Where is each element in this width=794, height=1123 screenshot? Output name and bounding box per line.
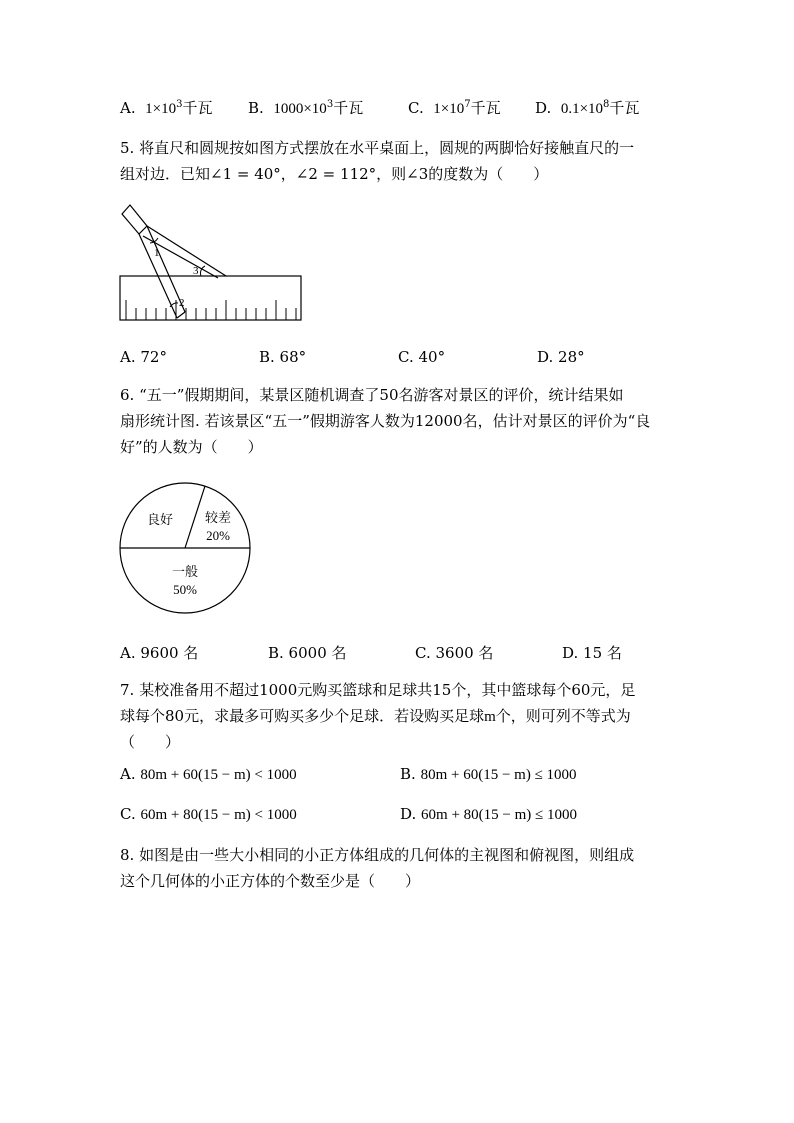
q7-text-part-a: 球每个80元，求最多可购买多少个足球．若设购买足球 <box>120 707 485 725</box>
option-letter: A. <box>120 765 136 783</box>
option-letter: D. <box>535 99 552 117</box>
option-letter: C. <box>408 99 424 117</box>
option-coefficient: 1×10 <box>433 101 465 117</box>
q5-option-c: C. 40° <box>398 348 446 366</box>
q7-option-d <box>400 804 577 825</box>
q6-text-line-3: 好”的人数为（ ） <box>120 438 263 456</box>
option-coefficient: 1000×10 <box>273 101 327 117</box>
slice-value-poor: 20% <box>206 528 230 543</box>
option-letter: A. <box>120 99 136 117</box>
pie-divider-slant <box>185 486 205 548</box>
q6-option-a: A. 9600 名 <box>120 644 199 662</box>
option-letter: B. <box>248 99 264 117</box>
option-letter: D. <box>400 805 417 823</box>
option-exponent: 3 <box>176 99 183 110</box>
angle-2-label: 2 <box>179 297 185 309</box>
option-letter: B. <box>400 765 416 783</box>
q7-text-part-b: 个，则可列不等式为 <box>495 707 631 725</box>
q7-variable: m <box>484 709 496 725</box>
q5-option-a: A. 72° <box>120 348 167 366</box>
option-coefficient: 0.1×10 <box>560 101 604 117</box>
slice-label-poor: 较差 <box>204 510 232 525</box>
option-exponent: 3 <box>326 99 334 110</box>
option-letter: C. <box>120 805 136 823</box>
option-coefficient: 1×10 <box>145 101 177 117</box>
option-expression: 60m + 80(15 − m) < 1000 <box>140 807 297 823</box>
q5-text-line-2: 组对边．已知∠1 = 40°，∠2 = 112°，则∠3的度数为（ ） <box>120 165 549 183</box>
option-exponent: 7 <box>464 99 471 110</box>
q6-text-line-1: 6. “五一”假期期间，某景区随机调查了50名游客对景区的评价，统计结果如 <box>120 386 624 404</box>
option-expression: 80m + 60(15 − m) ≤ 1000 <box>420 767 577 783</box>
angle-3-label: 3 <box>193 265 199 277</box>
q5-option-d: D. 28° <box>537 348 585 366</box>
option-unit: 千瓦 <box>609 99 640 117</box>
q6-option-d: D. 15 名 <box>562 644 622 662</box>
option-expression: 60m + 80(15 − m) ≤ 1000 <box>421 807 578 823</box>
q6-text-line-2: 扇形统计图. 若该景区“五一”假期游客人数为12000名，估计对景区的评价为“良 <box>120 412 651 430</box>
q6-option-b: B. 6000 名 <box>268 644 347 662</box>
option-exponent: 8 <box>603 99 610 110</box>
q7-option-c <box>120 804 297 825</box>
q7-text-line-2 <box>120 706 631 727</box>
option-unit: 千瓦 <box>333 99 364 117</box>
option-unit: 千瓦 <box>182 99 213 117</box>
slice-label-average: 一般 <box>171 564 199 579</box>
option-expression: 80m + 60(15 − m) < 1000 <box>140 767 297 783</box>
q8-text-line-1: 8. 如图是由一些大小相同的小正方体组成的几何体的主视图和俯视图，则组成 <box>120 846 635 864</box>
q7-option-a <box>120 764 297 785</box>
q6-option-c: C. 3600 名 <box>415 644 494 662</box>
q5-option-b: B. 68° <box>259 348 307 366</box>
q7-text-line-1: 7. 某校准备用不超过1000元购买篮球和足球共15个，其中篮球每个60元，足 <box>120 681 636 699</box>
option-unit: 千瓦 <box>470 99 501 117</box>
q7-option-b <box>400 764 577 785</box>
q8-text-line-2: 这个几何体的小正方体的个数至少是（ ） <box>120 872 421 890</box>
q5-text-line-1: 5. 将直尺和圆规按如图方式摆放在水平桌面上，圆规的两脚恰好接触直尺的一 <box>120 139 635 157</box>
slice-label-good: 良好 <box>146 512 174 527</box>
angle-1-label: 1 <box>154 247 160 259</box>
slice-value-average: 50% <box>173 582 197 597</box>
q7-text-line-3: （ ） <box>120 733 181 751</box>
